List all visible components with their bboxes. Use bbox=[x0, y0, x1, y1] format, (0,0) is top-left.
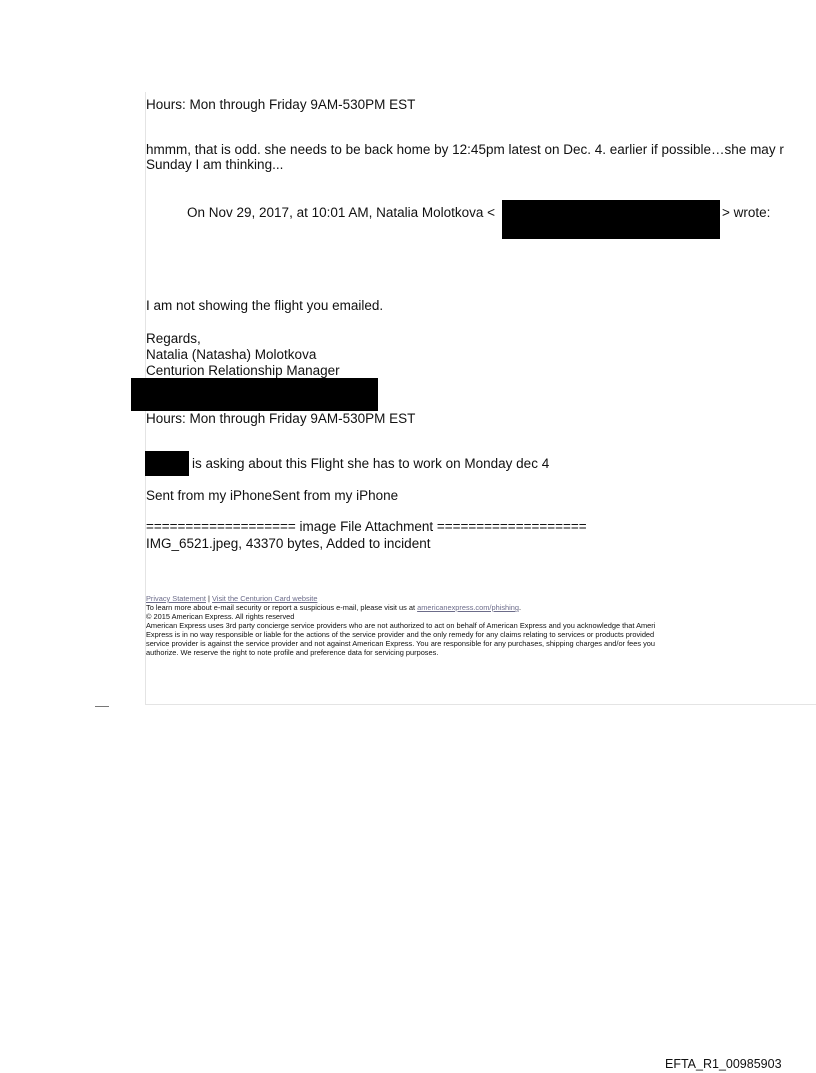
redaction-signature-contact bbox=[131, 378, 378, 411]
signature-hours: Hours: Mon through Friday 9AM-530PM EST bbox=[146, 411, 416, 426]
disclaimer-line-1: American Express uses 3rd party concierge service providers who are not authorized to act on behalf of American Express and you acknowledge that Ameri bbox=[146, 621, 656, 630]
signature-name: Natalia (Natasha) Molotkova bbox=[146, 347, 317, 362]
message-not-showing: I am not showing the flight you emailed. bbox=[146, 298, 384, 313]
phishing-link[interactable]: americanexpress.com/phishing bbox=[417, 603, 519, 612]
request-line: is asking about this Flight she has to work on Monday dec 4 bbox=[192, 456, 550, 471]
margin-mark bbox=[95, 706, 109, 707]
attachment-file: IMG_6521.jpeg, 43370 bytes, Added to incident bbox=[146, 536, 431, 551]
link-separator: | bbox=[205, 594, 213, 603]
security-end: . bbox=[518, 603, 522, 612]
attachment-header: =================== image File Attachment =================== bbox=[146, 519, 587, 534]
disclaimer-line-3: service provider is against the service provider and not against American Express. You are responsible for any purchases, shipping charges and/or fees you bbox=[146, 639, 656, 648]
security-text: To learn more about e-mail security or report a suspicious e-mail, please visit us at bbox=[146, 603, 418, 612]
signature-title: Centurion Relationship Manager bbox=[146, 363, 340, 378]
sent-from-line: Sent from my iPhoneSent from my iPhone bbox=[146, 488, 399, 503]
reply-line-1: hmmm, that is odd. she needs to be back home by 12:45pm latest on Dec. 4. earlier if possible…she may r bbox=[146, 142, 784, 157]
quote-header-suffix: > wrote: bbox=[722, 205, 771, 220]
disclaimer-line-2: Express is in no way responsible or liable for the actions of the service provider and the only remedy for any claims relating to services or products provided bbox=[146, 630, 655, 639]
privacy-statement-link[interactable]: Privacy Statement bbox=[146, 594, 206, 603]
quote-header-prefix: On Nov 29, 2017, at 10:01 AM, Natalia Molotkova < bbox=[187, 205, 496, 220]
disclaimer-line-4: authorize. We reserve the right to note profile and preference data for servicing purposes. bbox=[146, 648, 439, 657]
redaction-person-name bbox=[145, 451, 189, 476]
reply-line-2: Sunday I am thinking... bbox=[146, 157, 284, 172]
redaction-email-address bbox=[502, 200, 720, 239]
document-id: EFTA_R1_00985903 bbox=[665, 1057, 782, 1071]
signature-regards: Regards, bbox=[146, 331, 201, 346]
centurion-card-link[interactable]: Visit the Centurion Card website bbox=[212, 594, 318, 603]
copyright-line: © 2015 American Express. All rights reserved bbox=[146, 612, 295, 621]
hours-line-top: Hours: Mon through Friday 9AM-530PM EST bbox=[146, 97, 416, 112]
